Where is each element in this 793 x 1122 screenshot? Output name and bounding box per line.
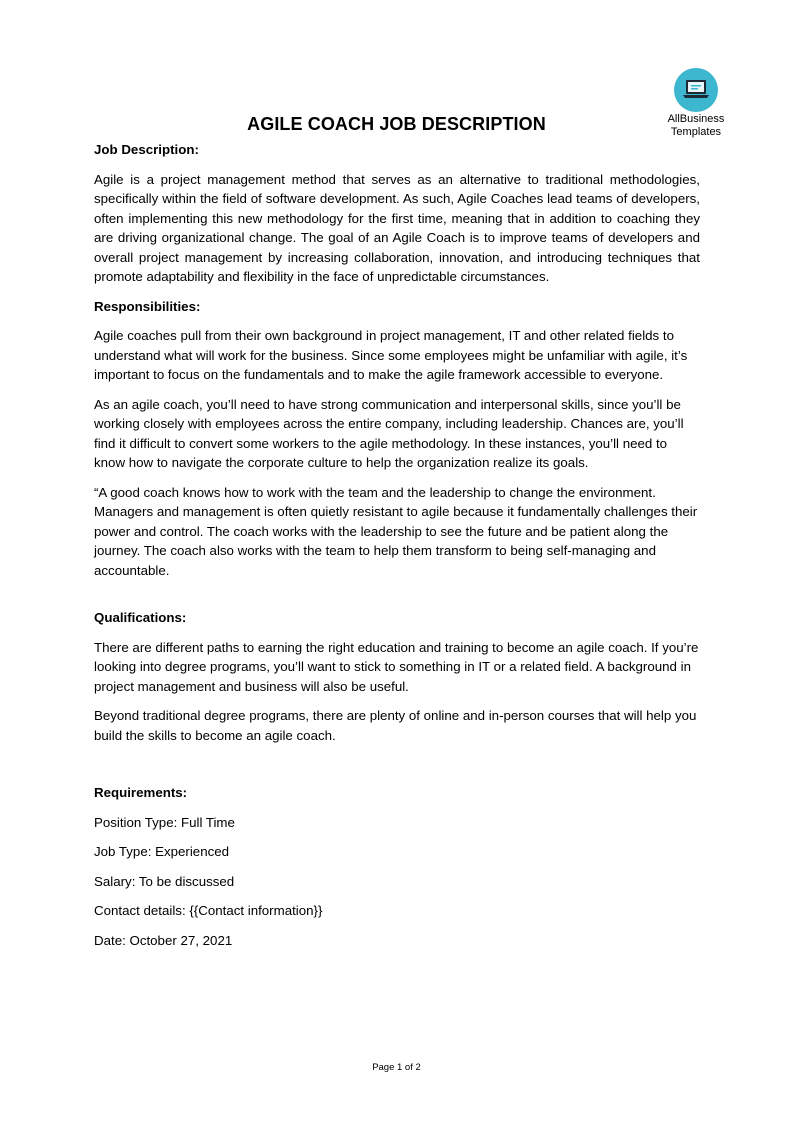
requirements-heading: Requirements:	[94, 785, 188, 800]
responsibilities-paragraph: As an agile coach, you’ll need to have strong communication and interpersonal skills, since you’ll be working closely with employees across the entire company, including leadership. Chances are, you’ll find it difficult to convert some workers to the agile methodology. In these instances, you’ll need to know how to navigate the corporate culture to help the organization realize its goals.	[94, 396, 684, 470]
logo-text-line1: AllBusiness	[667, 113, 725, 125]
qualifications-heading: Qualifications:	[94, 610, 187, 625]
requirement-job-type: Job Type: Experienced	[94, 844, 230, 859]
logo-text-line2: Templates	[670, 126, 722, 138]
job-description-text: Agile is a project management method that serves as an alternative to traditional methodologies, specifically within the field of software development. As such, Agile Coaches lead teams of developers, often implementing this new methodology for the first time, meaning that in addition to coaching they are driving organizational change. The goal of an Agile Coach is to improve teams of developers and overall project management by increasing collaboration, innovation, and introducing techniques that promote adaptability and flexibility in the face of unpredictable circumstances.	[94, 171, 700, 284]
responsibilities-heading: Responsibilities:	[94, 298, 201, 314]
requirement-contact-details: Contact details: {{Contact information}}	[94, 903, 323, 918]
page-number: Page 1 of 2	[372, 1062, 421, 1073]
document-title: AGILE COACH JOB DESCRIPTION	[247, 114, 546, 134]
logo-badge	[674, 68, 718, 112]
document-body	[94, 140, 700, 950]
requirement-salary: Salary: To be discussed	[94, 873, 235, 889]
laptop-icon	[682, 78, 710, 102]
responsibilities-paragraph: “A good coach knows how to work with the team and the leadership to change the environment. Managers and management is often quietly resistant to agile because it fundamentally challenges their power and control. The coach works with the leadership to see the future and be patient along the journey. The coach also works with the team to help them transform to being self-managing and accountable.	[94, 484, 698, 578]
requirement-position-type: Position Type: Full Time	[94, 814, 235, 830]
qualifications-paragraph: Beyond traditional degree programs, there are plenty of online and in-person courses that will help you build the skills to become an agile coach.	[94, 708, 697, 743]
responsibilities-paragraph: Agile coaches pull from their own background in project management, IT and other related fields to understand what will work for the business. Since some employees might be unfamiliar with agile, it’s important to focus on the fundamentals and to make the agile framework accessible to everyone.	[94, 328, 688, 382]
job-description-heading: Job Description:	[94, 142, 199, 157]
requirement-date: Date: October 27, 2021	[94, 932, 233, 948]
qualifications-paragraph: There are different paths to earning the right education and training to become an agile coach. If you’re looking into degree programs, you’ll want to stick to something in IT or a related field. A background in project management and business will also be useful.	[94, 639, 699, 694]
